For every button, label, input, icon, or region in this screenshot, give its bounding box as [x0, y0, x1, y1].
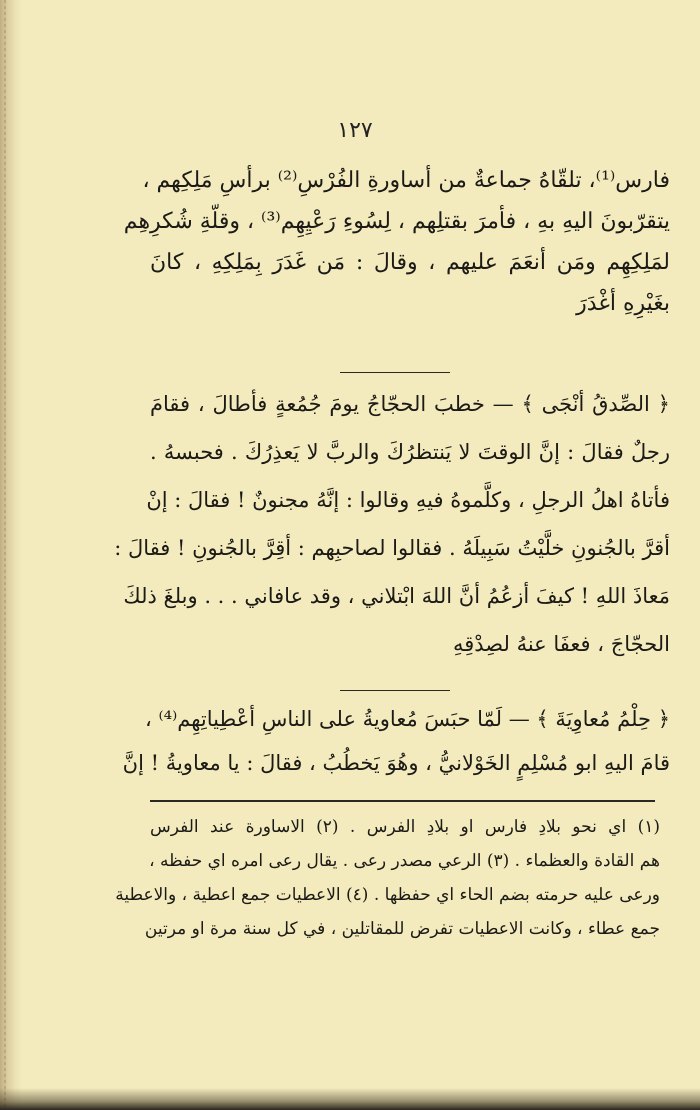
text-line: أقرَّ بالجُنونِ خلَّيْتُ سَبِيلَهُ . فقالوا لصاحبِهم : أقِرَّ بالجُنونِ ! فقالَ :: [114, 536, 670, 560]
section-divider: [340, 690, 450, 691]
text-line: ﴿ حِلْمُ مُعاوِيَةَ ﴾ — لَمّا حبَسَ مُعاويةُ على الناسِ أعْطِياتِهِم⁽⁴⁾ ،: [145, 707, 670, 731]
footnote-line: ورعى عليه حرمته بضم الحاء اي حفظها . (٤) الاعطيات جمع اعطية ، والاعطية: [115, 885, 660, 905]
text-line: قامَ اليهِ ابو مُسْلِمٍ الخَوْلانيُّ ، وهُوَ يَخطُبُ ، فقالَ : يا معاويةُ ! إنَّ: [122, 751, 670, 775]
text-line: لمَلِكِهِم ومَن أنعَمَ عليهم ، وقالَ : مَن غَدَرَ بِمَلِكِهِ ، كانَ: [150, 250, 670, 275]
text-line: يتقرّبونَ اليهِ بهِ ، فأمرَ بقتلِهم ، لِسُوءِ رَعْيِهِم⁽³⁾ ، وقلّةِ شُكرِهِم: [123, 209, 670, 234]
footnote-divider: [150, 800, 655, 802]
page-number: ١٢٧: [337, 118, 373, 143]
paragraph-truth-saves: [114, 380, 670, 668]
footnote-line: جمع عطاء ، وكانت الاعطيات تفرض للمقاتلين ، في كل سنة مرة او مرتين: [144, 919, 660, 939]
footnote-line: (١) اي نحو بلادِ فارس او بلادِ الفرس . (٢) الاساورة عند الفرس: [150, 817, 660, 837]
text-line: فأتاهُ اهلُ الرجلِ ، وكلَّموهُ فيهِ وقالوا : إنَّهُ مجنونٌ ! فقالَ : إنْ: [146, 488, 670, 512]
text-line: مَعاذَ اللهِ ! كيفَ أزعُمُ أنَّ اللهَ ابْتلاني ، وقد عافاني . . . وبلغَ ذلكَ: [123, 584, 670, 608]
text-line: ﴿ الصِّدقُ أنْجَى ﴾ — خطبَ الحجّاجُ يومَ جُمُعةٍ فأطالَ ، فقامَ: [150, 392, 670, 416]
text-line: الحجّاجَ ، فعفَا عنهُ لصِدْقِهِ: [452, 632, 670, 656]
text-line: رجلٌ فقالَ : إنَّ الوقتَ لا يَنتظرُكَ والربَّ لا يَعذِرُكَ . فحبسهُ .: [150, 440, 670, 464]
footnote-line: هم القادة والعظماء . (٣) الرعي مصدر رعى . يقال رعى امره اي حفظه ،: [149, 851, 660, 871]
text-line: بغَيْرِهِ أغْدَرَ: [576, 291, 670, 316]
paragraph-intro: [123, 160, 670, 324]
footnotes: [115, 810, 660, 946]
text-line: فارس⁽¹⁾، تلقّاهُ جماعةٌ من أساورةِ الفُرْسِ⁽²⁾ برأسِ مَلِكِهم ،: [142, 168, 670, 193]
paragraph-muawiya-forbearance: [122, 697, 670, 785]
page-stack-edge: [0, 0, 22, 1110]
section-divider: [340, 372, 450, 373]
page-bottom-shadow: [0, 1088, 700, 1110]
